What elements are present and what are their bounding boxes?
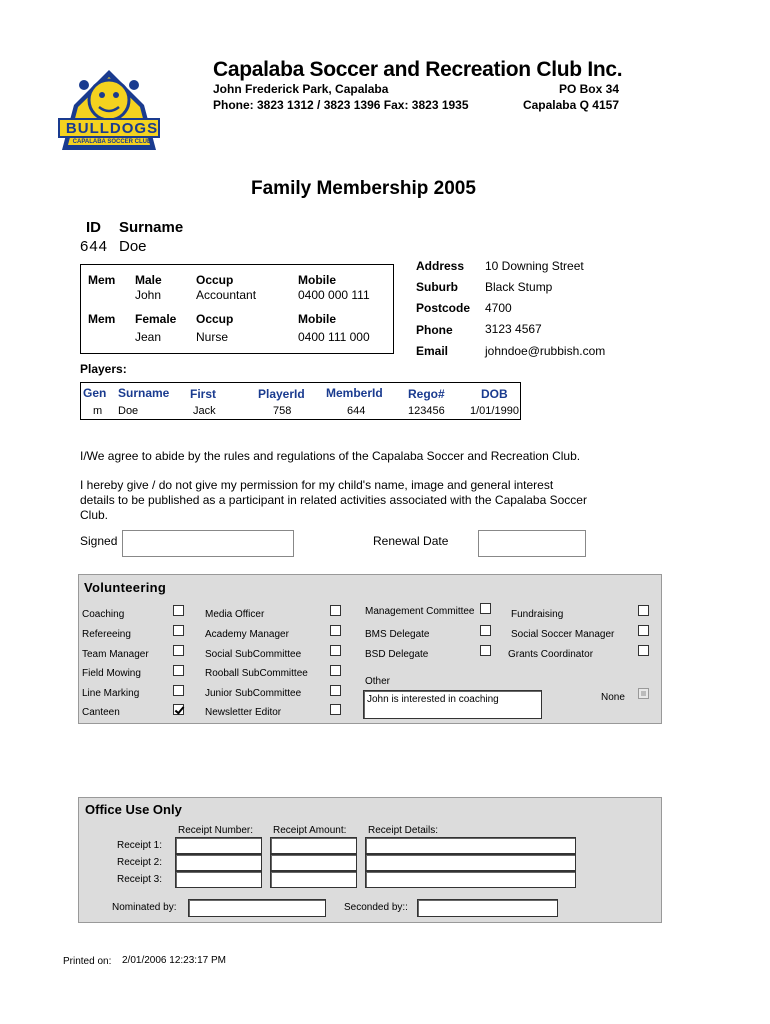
club-phone: Phone: 3823 1312 / 3823 1396 Fax: 3823 1935 bbox=[213, 98, 469, 112]
member-occup: Nurse bbox=[196, 330, 229, 344]
col-memberid: MemberId bbox=[326, 386, 383, 400]
renewal-date-label: Renewal Date bbox=[373, 534, 449, 548]
signed-field[interactable] bbox=[122, 530, 294, 557]
vol-fundraising-checkbox[interactable] bbox=[638, 605, 649, 616]
printed-on-value: 2/01/2006 12:23:17 PM bbox=[122, 955, 226, 966]
vol-canteen-label: Canteen bbox=[82, 707, 120, 718]
receipt-3-label: Receipt 3: bbox=[117, 874, 163, 885]
id-label: ID bbox=[86, 219, 101, 236]
vol-grants-coordinator-label: Grants Coordinator bbox=[508, 649, 594, 660]
vol-field-mowing-label: Field Mowing bbox=[82, 668, 141, 679]
postcode-value: 4700 bbox=[485, 301, 512, 315]
volunteering-title: Volunteering bbox=[84, 580, 167, 595]
vol-social-subcommittee-label: Social SubCommittee bbox=[205, 649, 302, 660]
vol-rooball-subcommittee-checkbox[interactable] bbox=[330, 665, 341, 676]
receipt-3-number-field[interactable] bbox=[175, 871, 262, 888]
receipt-number-header: Receipt Number: bbox=[178, 825, 254, 836]
member-mobile: 0400 000 111 bbox=[298, 288, 370, 302]
receipt-2-number-field[interactable] bbox=[175, 854, 262, 871]
seconded-by-label: Seconded by:: bbox=[344, 902, 408, 913]
vol-newsletter-editor-label: Newsletter Editor bbox=[205, 707, 282, 718]
vol-canteen-checkbox[interactable] bbox=[173, 704, 184, 715]
club-name: Capalaba Soccer and Recreation Club Inc. bbox=[213, 58, 623, 81]
phone-label: Phone bbox=[416, 323, 453, 337]
vol-none-checkbox[interactable] bbox=[638, 688, 649, 699]
logo-text: BULLDOGS bbox=[65, 120, 159, 137]
vol-management-committee-checkbox[interactable] bbox=[480, 603, 491, 614]
player-memberid: 644 bbox=[347, 405, 366, 417]
occup-label: Occup bbox=[196, 312, 234, 326]
address-label: Address bbox=[416, 259, 465, 273]
club-logo bbox=[54, 55, 164, 155]
player-surname: Doe bbox=[118, 405, 139, 417]
address-value: 10 Downing Street bbox=[485, 259, 584, 273]
suburb-value: Black Stump bbox=[485, 280, 553, 294]
email-value: johndoe@rubbish.com bbox=[485, 344, 606, 358]
po-box: PO Box 34 bbox=[558, 82, 619, 96]
vol-bms-delegate-label: BMS Delegate bbox=[365, 629, 430, 640]
agreement-line-1: I/We agree to abide by the rules and regulations of the Capalaba Soccer and Recreation Club. bbox=[80, 449, 581, 463]
mobile-label: Mobile bbox=[298, 312, 336, 326]
vol-team-manager-label: Team Manager bbox=[82, 649, 149, 660]
member-label: Mem bbox=[88, 312, 116, 326]
vol-management-committee-label: Management Committee bbox=[365, 606, 475, 617]
vol-none-label: None bbox=[601, 692, 625, 703]
vol-field-mowing-checkbox[interactable] bbox=[173, 665, 184, 676]
col-first: First bbox=[190, 387, 217, 401]
member-occup: Accountant bbox=[196, 288, 257, 302]
vol-media-officer-checkbox[interactable] bbox=[330, 605, 341, 616]
players-label: Players: bbox=[80, 362, 127, 376]
receipt-1-label: Receipt 1: bbox=[117, 840, 163, 851]
col-playerid: PlayerId bbox=[258, 387, 305, 401]
receipt-3-details-field[interactable] bbox=[365, 871, 576, 888]
nominated-by-label: Nominated by: bbox=[112, 902, 177, 913]
vol-bsd-delegate-label: BSD Delegate bbox=[365, 649, 429, 660]
receipt-2-amount-field[interactable] bbox=[270, 854, 357, 871]
logo-subtext: CAPALABA SOCCER CLUB bbox=[72, 139, 152, 145]
vol-refereeing-label: Refereeing bbox=[82, 629, 131, 640]
seconded-by-field[interactable] bbox=[417, 899, 558, 917]
email-label: Email bbox=[416, 344, 449, 358]
vol-refereeing-checkbox[interactable] bbox=[173, 625, 184, 636]
receipt-1-details-field[interactable] bbox=[365, 837, 576, 854]
vol-coaching-checkbox[interactable] bbox=[173, 605, 184, 616]
surname-label: Surname bbox=[119, 219, 184, 236]
member-gender: Male bbox=[135, 273, 162, 287]
surname-value: Doe bbox=[119, 238, 147, 255]
mobile-label: Mobile bbox=[298, 273, 336, 287]
occup-label: Occup bbox=[196, 273, 234, 287]
phone-value: 3123 4567 bbox=[485, 322, 542, 336]
vol-junior-subcommittee-label: Junior SubCommittee bbox=[205, 688, 302, 699]
player-gen: m bbox=[93, 405, 103, 417]
vol-media-officer-label: Media Officer bbox=[205, 609, 265, 620]
vol-coaching-label: Coaching bbox=[82, 609, 125, 620]
vol-grants-coordinator-checkbox[interactable] bbox=[638, 645, 649, 656]
member-name: John bbox=[135, 288, 162, 302]
player-dob: 1/01/1990 bbox=[470, 405, 519, 417]
vol-academy-manager-label: Academy Manager bbox=[205, 629, 289, 640]
member-gender: Female bbox=[135, 312, 177, 326]
permission-line-2: details to be published as a participant in related activities associated with the Capalaba Soccer bbox=[80, 493, 587, 507]
receipt-amount-header: Receipt Amount: bbox=[273, 825, 347, 836]
id-value: 644 bbox=[80, 238, 109, 255]
col-gen: Gen bbox=[83, 386, 107, 400]
vol-team-manager-checkbox[interactable] bbox=[173, 645, 184, 656]
member-mobile: 0400 111 000 bbox=[298, 330, 370, 344]
member-label: Mem bbox=[88, 273, 116, 287]
club-address: John Frederick Park, Capalaba bbox=[213, 82, 389, 96]
col-dob: DOB bbox=[481, 387, 508, 401]
postcode-label: Postcode bbox=[416, 301, 471, 315]
receipt-2-label: Receipt 2: bbox=[117, 857, 163, 868]
vol-rooball-subcommittee-label: Rooball SubCommittee bbox=[205, 668, 308, 679]
receipt-details-header: Receipt Details: bbox=[368, 825, 439, 836]
receipt-1-amount-field[interactable] bbox=[270, 837, 357, 854]
po-city: Capalaba Q 4157 bbox=[522, 98, 619, 112]
vol-social-subcommittee-checkbox[interactable] bbox=[330, 645, 341, 656]
permission-line-3: Club. bbox=[80, 508, 109, 522]
page-title: Family Membership 2005 bbox=[251, 178, 476, 199]
col-rego: Rego# bbox=[408, 387, 445, 401]
receipt-1-number-field[interactable] bbox=[175, 837, 262, 854]
permission-line-1: I hereby give / do not give my permission for my child's name, image and general interest bbox=[80, 478, 554, 492]
nominated-by-field[interactable] bbox=[188, 899, 326, 917]
renewal-date-field[interactable] bbox=[478, 530, 586, 557]
signed-label: Signed bbox=[80, 534, 118, 548]
receipt-3-amount-field[interactable] bbox=[270, 871, 357, 888]
vol-fundraising-label: Fundraising bbox=[511, 609, 564, 620]
receipt-2-details-field[interactable] bbox=[365, 854, 576, 871]
vol-social-soccer-manager-label: Social Soccer Manager bbox=[511, 629, 615, 640]
vol-junior-subcommittee-checkbox[interactable] bbox=[330, 685, 341, 696]
vol-other-field[interactable] bbox=[363, 690, 542, 719]
vol-newsletter-editor-checkbox[interactable] bbox=[330, 704, 341, 715]
printed-on-label: Printed on: bbox=[63, 956, 112, 967]
office-use-title: Office Use Only bbox=[85, 802, 182, 817]
player-id: 758 bbox=[273, 405, 292, 417]
vol-bsd-delegate-checkbox[interactable] bbox=[480, 645, 491, 656]
col-surname: Surname bbox=[118, 386, 170, 400]
suburb-label: Suburb bbox=[416, 280, 458, 294]
vol-other-value: John is interested in coaching bbox=[367, 694, 499, 705]
player-first: Jack bbox=[193, 405, 216, 417]
vol-social-soccer-manager-checkbox[interactable] bbox=[638, 625, 649, 636]
vol-academy-manager-checkbox[interactable] bbox=[330, 625, 341, 636]
vol-other-label: Other bbox=[365, 676, 391, 687]
player-rego: 123456 bbox=[408, 405, 445, 417]
member-name: Jean bbox=[135, 330, 162, 344]
vol-line-marking-checkbox[interactable] bbox=[173, 685, 184, 696]
vol-bms-delegate-checkbox[interactable] bbox=[480, 625, 491, 636]
vol-line-marking-label: Line Marking bbox=[82, 688, 140, 699]
